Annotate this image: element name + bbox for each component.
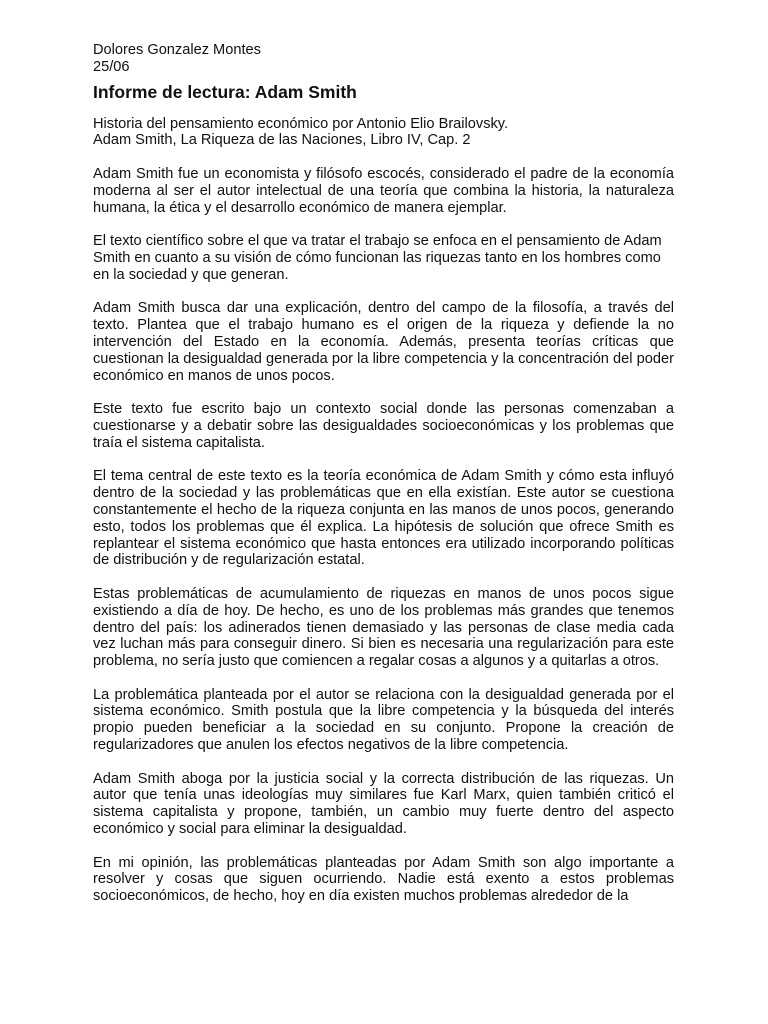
reference-line: Historia del pensamiento económico por Antonio Elio Brailovsky. xyxy=(93,115,509,132)
body-paragraph: Adam Smith busca dar una explicación, dentro del campo de la filosofía, a través del texto. Plantea que el trabajo humano es el origen de la riqueza y defiende la no intervención del Estado en la economía. Además, presenta teorías críticas que cuestionan la desigualdad generada por la libre competencia y la concentración del poder económico en manos de unos pocos. xyxy=(93,300,674,384)
body-paragraph: Adam Smith aboga por la justicia social y la correcta distribución de las riquezas. Un autor que tenía unas ideologías muy similares fue Karl Marx, quien también criticó el sistema capitalista y propone, también, un cambio muy fuerte dentro del aspecto económico y social para eliminar la desigualdad. xyxy=(93,770,674,838)
author-name: Dolores Gonzalez Montes xyxy=(93,42,261,58)
body-paragraph: El texto científico sobre el que va tratar el trabajo se enfoca en el pensamiento de Adam Smith en cuanto a su visión de cómo funcionan las riquezas tanto en los hombres como en la sociedad y que generan. xyxy=(93,233,662,283)
body-paragraph: Este texto fue escrito bajo un contexto social donde las personas comenzaban a cuestionarse y a debatir sobre las desigualdades socioeconómicas y los problemas que traía el sistema capitalista. xyxy=(93,401,674,451)
body-paragraph: Adam Smith fue un economista y filósofo escocés, considerado el padre de la economía moderna al ser el autor intelectual de una teoría que combina la historia, la naturaleza humana, la ética y el desarrollo económico de manera ejemplar. xyxy=(93,165,674,216)
body-paragraph: La problemática planteada por el autor se relaciona con la desigualdad generada por el sistema económico. Smith postula que la libre competencia y la búsqueda del interés propio pueden beneficiar a la sociedad en su conjunto. Propone la creación de regularizadores que anulen los efectos negativos de la libre competencia. xyxy=(93,686,674,754)
body-paragraph: Estas problemáticas de acumulamiento de riquezas en manos de unos pocos sigue existiendo a día de hoy. De hecho, es uno de los problemas más grandes que tenemos dentro del país: los adinerados tienen demasiado y las personas de clase media cada vez luchan más para conseguir dinero. Si bien es necesaria una regularización para este problema, no sería justo que comiencen a regalar cosas a algunos y a quitarlas a otros. xyxy=(93,585,674,670)
reference-line: Adam Smith, La Riqueza de las Naciones, Libro IV, Cap. 2 xyxy=(93,132,471,149)
body-paragraph: El tema central de este texto es la teoría económica de Adam Smith y cómo esta influyó dentro de la sociedad y las problemáticas que en ella existían. Este autor se cuestiona constantemente el hecho de la riqueza conjunta en las manos de unos pocos, generando esto, todos los problemas que él explica. La hipótesis de solución que ofrece Smith es replantear el sistema económico que hasta entonces era utilizado incorporando políticas de distribución y de regularización estatal. xyxy=(93,468,674,569)
references xyxy=(93,116,674,150)
body-paragraph: En mi opinión, las problemáticas planteadas por Adam Smith son algo importante a resolver y cosas que siguen ocurriendo. Nadie está exento a estos problemas socioeconómicos, de hecho, hoy en día existen muchos problemas alrededor de la xyxy=(93,854,674,905)
document-title: Informe de lectura: Adam Smith xyxy=(93,81,357,102)
document-page xyxy=(93,42,674,905)
document-date: 25/06 xyxy=(93,58,130,75)
